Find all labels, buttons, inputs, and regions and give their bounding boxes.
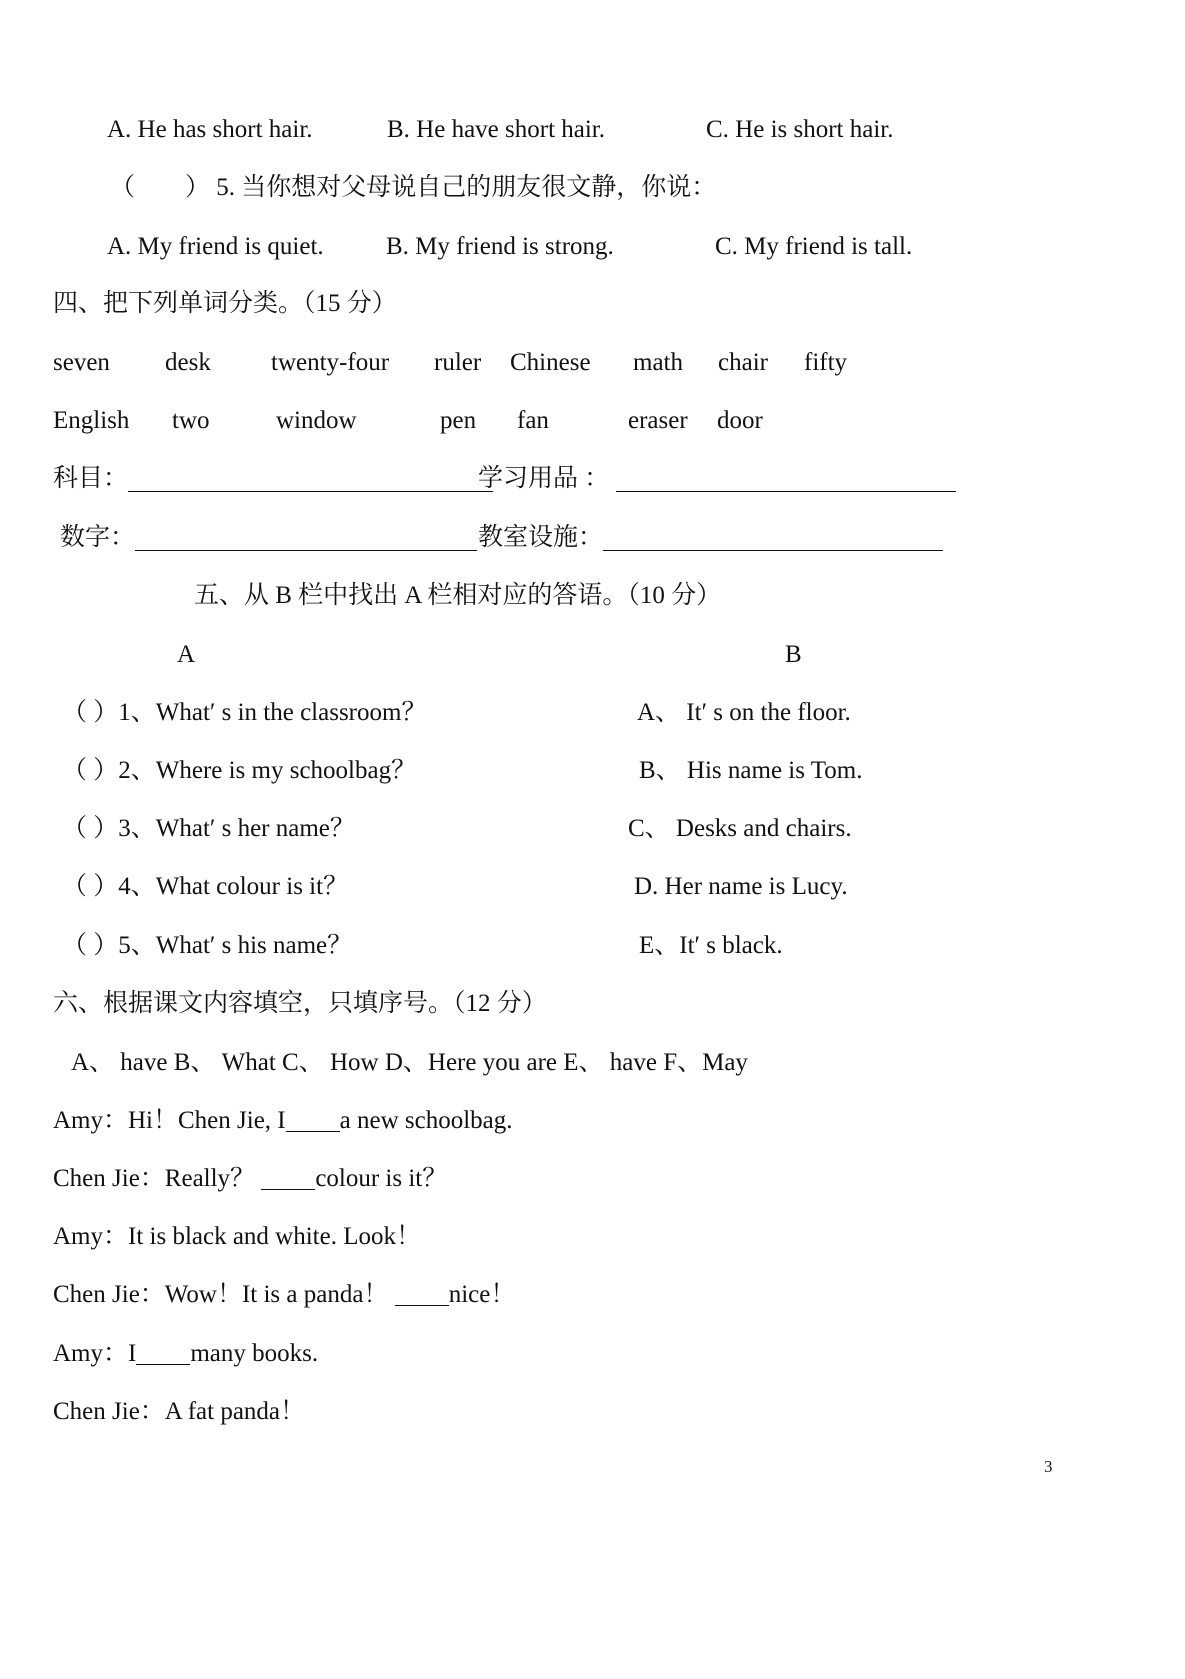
dialogue-line-1: Amy：Hi！Chen Jie, I a new schoolbag. [53,1107,513,1134]
question-number: 5. [216,174,236,201]
match-question-3: （ ）3、What′ s her name？ [62,815,355,842]
numbers-row [60,525,477,551]
subjects-blank[interactable] [128,467,493,492]
word-seven: seven [53,349,110,376]
page-number: 3 [1044,1457,1053,1476]
word-two: two [172,407,210,434]
word-chair: chair [718,349,768,376]
section4-title: 四、把下列单词分类。（15 分） [53,290,397,317]
match-question-1: （ ）1、What′ s in the classroom？ [62,699,427,726]
subjects-label: 科目： [53,465,129,492]
q4-option-b: B. He have short hair. [387,116,606,143]
numbers-blank[interactable] [135,526,477,551]
word-window: window [276,407,357,434]
dialogue-line-5: Amy：I many books. [53,1340,319,1367]
q4-option-c: C. He is short hair. [706,116,894,143]
facilities-label: 教室设施： [478,524,604,551]
dialogue-line-3: Amy：It is black and white. Look！ [53,1223,421,1250]
answer-paren: （ ） [110,174,211,201]
stationery-row [478,466,609,491]
word-fifty: fifty [804,349,848,376]
q5-option-c: C. My friend is tall. [715,233,913,260]
stationery-blank[interactable] [616,467,956,492]
dialogue-line-2: Chen Jie：Really？ colour is it？ [53,1165,448,1192]
numbers-label: 数字： [60,524,136,551]
dialogue-line-6: Chen Jie：A fat panda！ [53,1398,306,1425]
column-b-header: B [785,641,802,668]
fill-blank-2[interactable] [261,1167,315,1190]
question-text: 当你想对父母说自己的朋友很文静，你说： [241,174,717,201]
word-math: math [633,349,683,376]
fill-options: A、 have B、 What C、 How D、Here you are E、 have F、May [71,1049,748,1076]
q5-option-a: A. My friend is quiet. [107,233,324,260]
word-english: English [53,407,130,434]
word-pen: pen [440,407,477,434]
dialogue-line-4: Chen Jie：Wow！It is a panda！ nice！ [53,1281,516,1308]
word-ruler: ruler [434,349,482,376]
stationery-label: 学习用品 ： [478,465,610,492]
fill-blank-1[interactable] [286,1109,340,1132]
word-door: door [717,407,763,434]
stationery-blank-wrap [616,466,956,492]
match-question-5: （ ）5、What′ s his name？ [62,932,353,959]
match-answer-d: D. Her name is Lucy. [634,873,848,900]
match-question-4: （ ）4、What colour is it？ [62,873,349,900]
facilities-blank[interactable] [603,526,943,551]
fill-blank-4[interactable] [136,1342,190,1365]
word-twenty-four: twenty-four [271,349,390,376]
match-answer-c: C、 Desks and chairs. [628,815,852,842]
q5-option-b: B. My friend is strong. [386,233,614,260]
match-answer-e: E、It′ s black. [639,932,783,959]
word-desk: desk [165,349,211,376]
word-fan: fan [517,407,549,434]
q5-question [110,175,716,200]
section6-title: 六、根据课文内容填空，只填序号。（12 分） [53,990,547,1017]
q4-option-a: A. He has short hair. [107,116,313,143]
match-answer-a: A、 It′ s on the floor. [637,699,851,726]
subjects-row [53,466,493,492]
facilities-row [478,525,943,551]
word-eraser: eraser [628,407,688,434]
fill-blank-3[interactable] [395,1283,449,1306]
match-question-2: （ ）2、Where is my schoolbag？ [62,757,417,784]
column-a-header: A [177,641,196,668]
word-chinese: Chinese [510,349,591,376]
section5-title: 五、从 B 栏中找出 A 栏相对应的答语。（10 分） [194,582,722,609]
match-answer-b: B、 His name is Tom. [639,757,863,784]
